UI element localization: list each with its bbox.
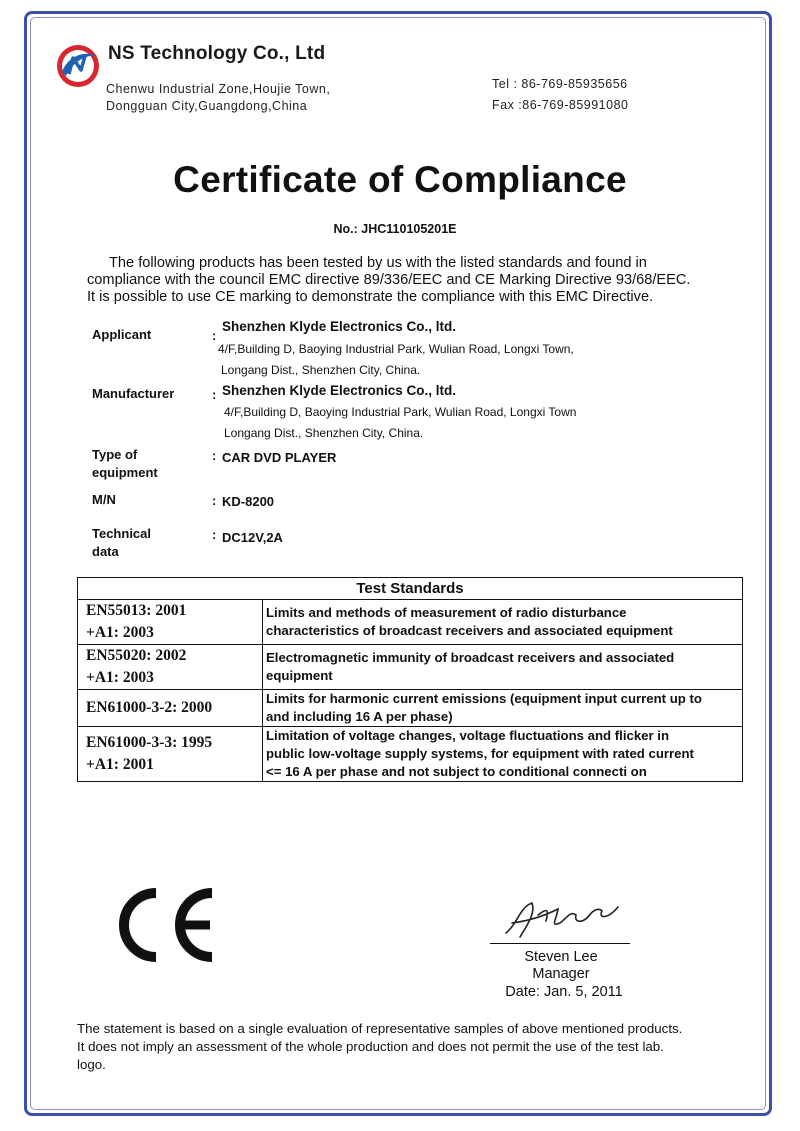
table-row bbox=[78, 645, 743, 690]
signatory-name: Steven Lee bbox=[524, 949, 598, 965]
table-header-row bbox=[78, 578, 743, 600]
signature-date: Date: Jan. 5, 2011 bbox=[505, 984, 623, 1000]
mn-label: M/N bbox=[92, 492, 116, 507]
applicant-name: Shenzhen Klyde Electronics Co., ltd. bbox=[222, 319, 457, 334]
standard-amendment: +A1: 2001 bbox=[86, 756, 154, 773]
technical-data-label bbox=[92, 525, 151, 561]
description-line: public low-voltage supply systems, for equipment with rated current bbox=[266, 746, 694, 761]
applicant-address-line: 4/F,Building D, Baoying Industrial Park, Wulian Road, Longxi Town, bbox=[218, 342, 574, 356]
ns-logo-icon bbox=[54, 42, 102, 90]
footer-line: It does not imply an assessment of the whole production and does not permit the use of the test lab. bbox=[77, 1039, 664, 1054]
colon: : bbox=[212, 448, 217, 463]
description-line: characteristics of broadcast receivers and associated equipment bbox=[266, 623, 673, 638]
description-line: <= 16 A per phase and not subject to conditional connecti on bbox=[266, 764, 647, 779]
description-line: Limitation of voltage changes, voltage fluctuations and flicker in bbox=[266, 728, 670, 743]
signature-icon bbox=[498, 893, 628, 943]
description-line: Electromagnetic immunity of broadcast receivers and associated bbox=[266, 650, 675, 665]
manufacturer-address-line: Longang Dist., Shenzhen City, China. bbox=[224, 426, 424, 440]
certificate-title: Certificate of Compliance bbox=[173, 159, 627, 200]
standard-code: EN55020: 2002 bbox=[86, 647, 187, 664]
description-line: equipment bbox=[266, 668, 333, 683]
footer-statement bbox=[77, 1020, 737, 1074]
standard-description-cell bbox=[263, 645, 743, 690]
applicant-address-line: Longang Dist., Shenzhen City, China. bbox=[221, 363, 421, 377]
colon: : bbox=[212, 527, 217, 542]
intro-line: compliance with the council EMC directive 89/336/EEC and CE Marking Directive 93/68/EEC. bbox=[87, 272, 691, 288]
intro-line: The following products has been tested by us with the listed standards and found in bbox=[109, 255, 647, 271]
colon: : bbox=[212, 387, 217, 402]
table-row bbox=[78, 690, 743, 727]
company-address bbox=[106, 81, 330, 115]
test-standards-table bbox=[77, 577, 743, 782]
intro-paragraph bbox=[87, 255, 737, 306]
type-label bbox=[92, 446, 158, 482]
description-line: Limits and methods of measurement of radio disturbance bbox=[266, 605, 627, 620]
signature-line bbox=[490, 943, 630, 944]
ce-mark-icon bbox=[118, 885, 218, 965]
description-line: Limits for harmonic current emissions (equipment input current up to bbox=[266, 691, 702, 706]
colon: : bbox=[212, 328, 217, 343]
standard-code-cell bbox=[78, 645, 263, 690]
technical-data-value: DC12V,2A bbox=[222, 530, 283, 545]
certificate-number: No.: JHC110105201E bbox=[333, 222, 457, 236]
table-row bbox=[78, 600, 743, 645]
mn-value: KD-8200 bbox=[222, 494, 275, 509]
standard-description-cell bbox=[263, 690, 743, 727]
table-header: Test Standards bbox=[78, 578, 743, 600]
standard-code: EN61000-3-3: 1995 bbox=[86, 734, 213, 751]
standard-amendment: +A1: 2003 bbox=[86, 624, 154, 641]
type-label-line: equipment bbox=[92, 465, 158, 480]
tel-text: Tel : 86-769-85935656 bbox=[492, 77, 628, 91]
company-contact bbox=[492, 74, 628, 116]
footer-line: logo. bbox=[77, 1057, 106, 1072]
table-row bbox=[78, 727, 743, 782]
fax-text: Fax :86-769-85991080 bbox=[492, 98, 629, 112]
manufacturer-name: Shenzhen Klyde Electronics Co., ltd. bbox=[222, 383, 457, 398]
technical-label-line: Technical bbox=[92, 526, 152, 541]
manufacturer-address-line: 4/F,Building D, Baoying Industrial Park, Wulian Road, Longxi Town bbox=[224, 405, 577, 419]
signatory-role: Manager bbox=[532, 966, 590, 982]
standard-code: EN61000-3-2: 2000 bbox=[86, 699, 213, 716]
colon: : bbox=[212, 493, 217, 508]
address-line: Chenwu Industrial Zone,Houjie Town, bbox=[106, 82, 331, 96]
address-line: Dongguan City,Guangdong,China bbox=[106, 99, 308, 113]
type-label-line: Type of bbox=[92, 447, 138, 462]
intro-line: It is possible to use CE marking to demonstrate the compliance with this EMC Directive. bbox=[87, 289, 654, 305]
standard-code-cell bbox=[78, 727, 263, 782]
standard-description-cell bbox=[263, 600, 743, 645]
applicant-label: Applicant bbox=[92, 327, 152, 342]
technical-label-line: data bbox=[92, 544, 119, 559]
standard-amendment: +A1: 2003 bbox=[86, 669, 154, 686]
description-line: and including 16 A per phase) bbox=[266, 709, 453, 724]
manufacturer-label: Manufacturer bbox=[92, 386, 175, 401]
standard-code-cell bbox=[78, 600, 263, 645]
company-name: NS Technology Co., Ltd bbox=[108, 43, 326, 64]
standard-description-cell bbox=[263, 727, 743, 782]
standard-code: EN55013: 2001 bbox=[86, 602, 187, 619]
footer-line: The statement is based on a single evaluation of representative samples of above mentioned products. bbox=[77, 1021, 683, 1036]
type-value: CAR DVD PLAYER bbox=[222, 450, 337, 465]
standard-code-cell bbox=[78, 690, 263, 727]
